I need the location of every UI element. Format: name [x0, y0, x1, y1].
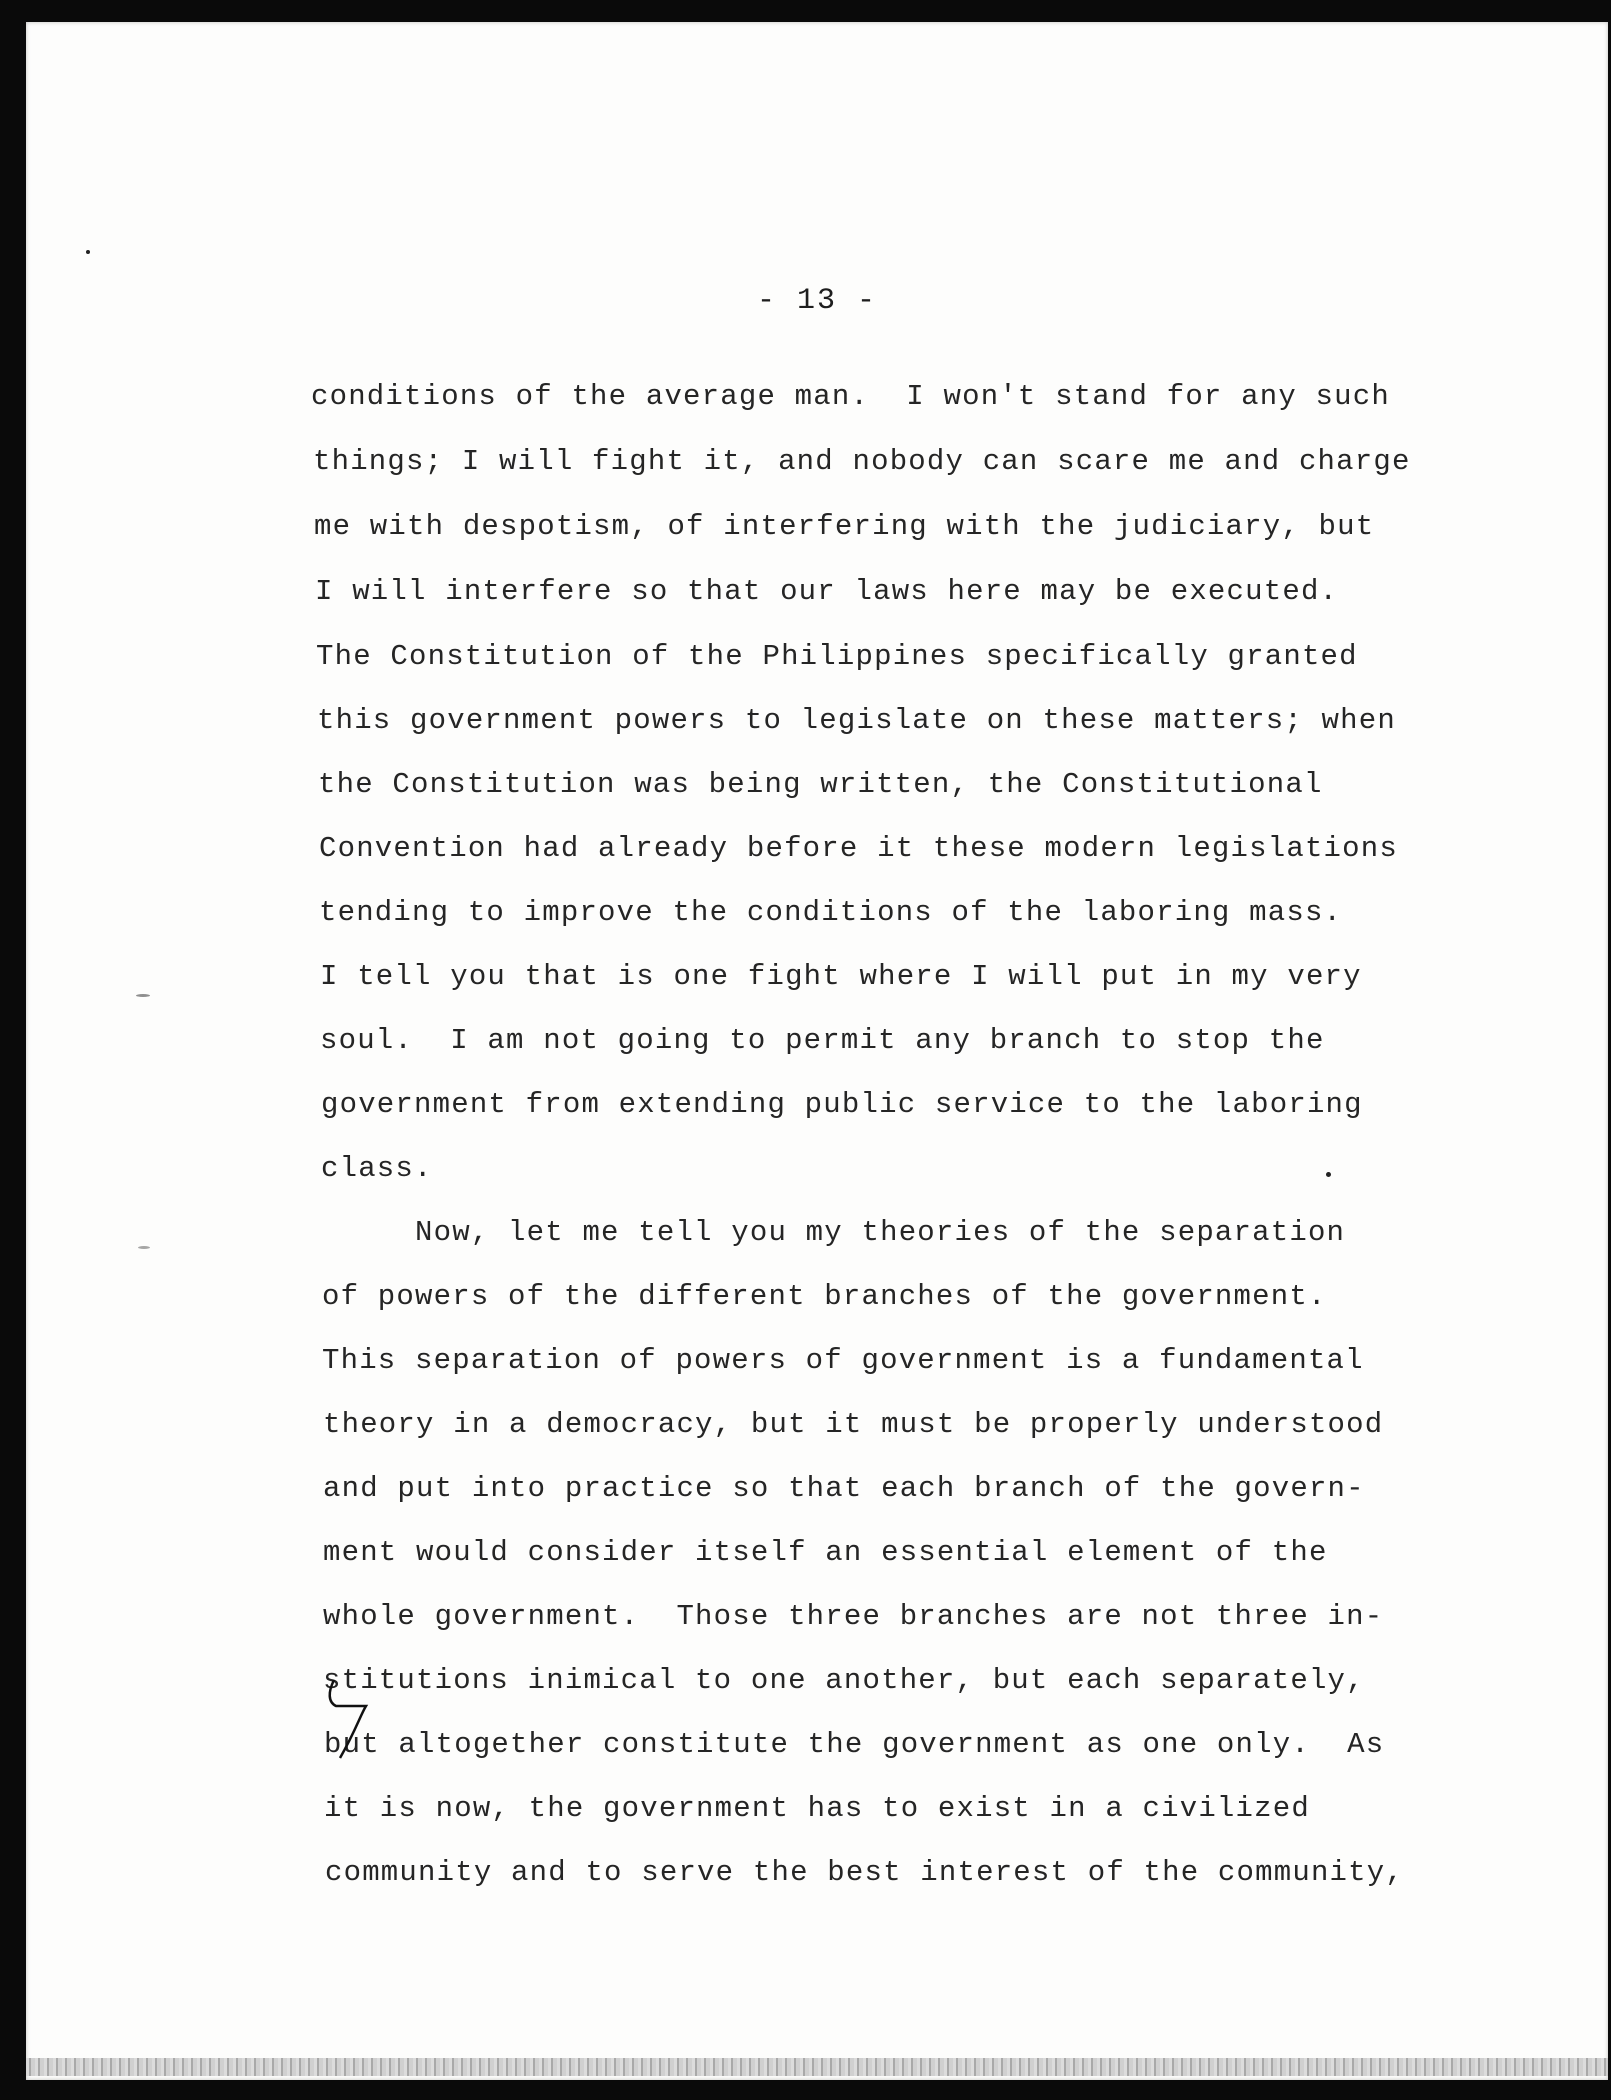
text-line: this government powers to legislate on these matters; when	[317, 704, 1396, 737]
text-line: Now, let me tell you my theories of the separation	[322, 1216, 1346, 1249]
text-line: but altogether constitute the government as one only. As	[324, 1728, 1385, 1761]
text-line: tending to improve the conditions of the laboring mass.	[319, 896, 1343, 929]
text-line: whole government. Those three branches are not three in-	[323, 1600, 1384, 1633]
handwritten-bracket-mark	[326, 1672, 416, 1762]
text-line: I will interfere so that our laws here may be executed.	[315, 575, 1339, 608]
text-line: government from extending public service to the laboring	[321, 1088, 1363, 1121]
text-line: theory in a democracy, but it must be properly understood	[323, 1408, 1384, 1441]
scan-speck	[1326, 1172, 1331, 1177]
scan-edge-strip	[26, 2058, 1608, 2076]
text-line: The Constitution of the Philippines specifically granted	[316, 640, 1358, 673]
scan-speck	[86, 250, 90, 254]
text-line: conditions of the average man. I won't stand for any such	[311, 380, 1390, 413]
text-line: Convention had already before it these modern legislations	[319, 832, 1398, 865]
text-line: community and to serve the best interest of the community,	[325, 1856, 1404, 1889]
text-line: I tell you that is one fight where I will put in my very	[320, 960, 1362, 993]
scan-speck	[138, 1246, 150, 1249]
text-line: soul. I am not going to permit any branch to stop the	[320, 1024, 1325, 1057]
text-line: the Constitution was being written, the Constitutional	[318, 768, 1323, 801]
text-line: things; I will fight it, and nobody can scare me and charge	[313, 445, 1411, 478]
text-line: of powers of the different branches of the government.	[322, 1280, 1327, 1313]
text-line: This separation of powers of government is a fundamental	[322, 1344, 1364, 1377]
text-line: and put into practice so that each branch of the govern-	[323, 1472, 1365, 1505]
scan-speck	[136, 994, 150, 997]
document-page	[26, 22, 1608, 2080]
text-line: it is now, the government has to exist in a civilized	[324, 1792, 1310, 1825]
text-line: ment would consider itself an essential element of the	[323, 1536, 1328, 1569]
text-line: stitutions inimical to one another, but each separately,	[323, 1664, 1365, 1697]
page-number: - 13 -	[756, 284, 878, 318]
text-line: class.	[321, 1152, 433, 1185]
text-line: me with despotism, of interfering with the judiciary, but	[314, 510, 1375, 543]
